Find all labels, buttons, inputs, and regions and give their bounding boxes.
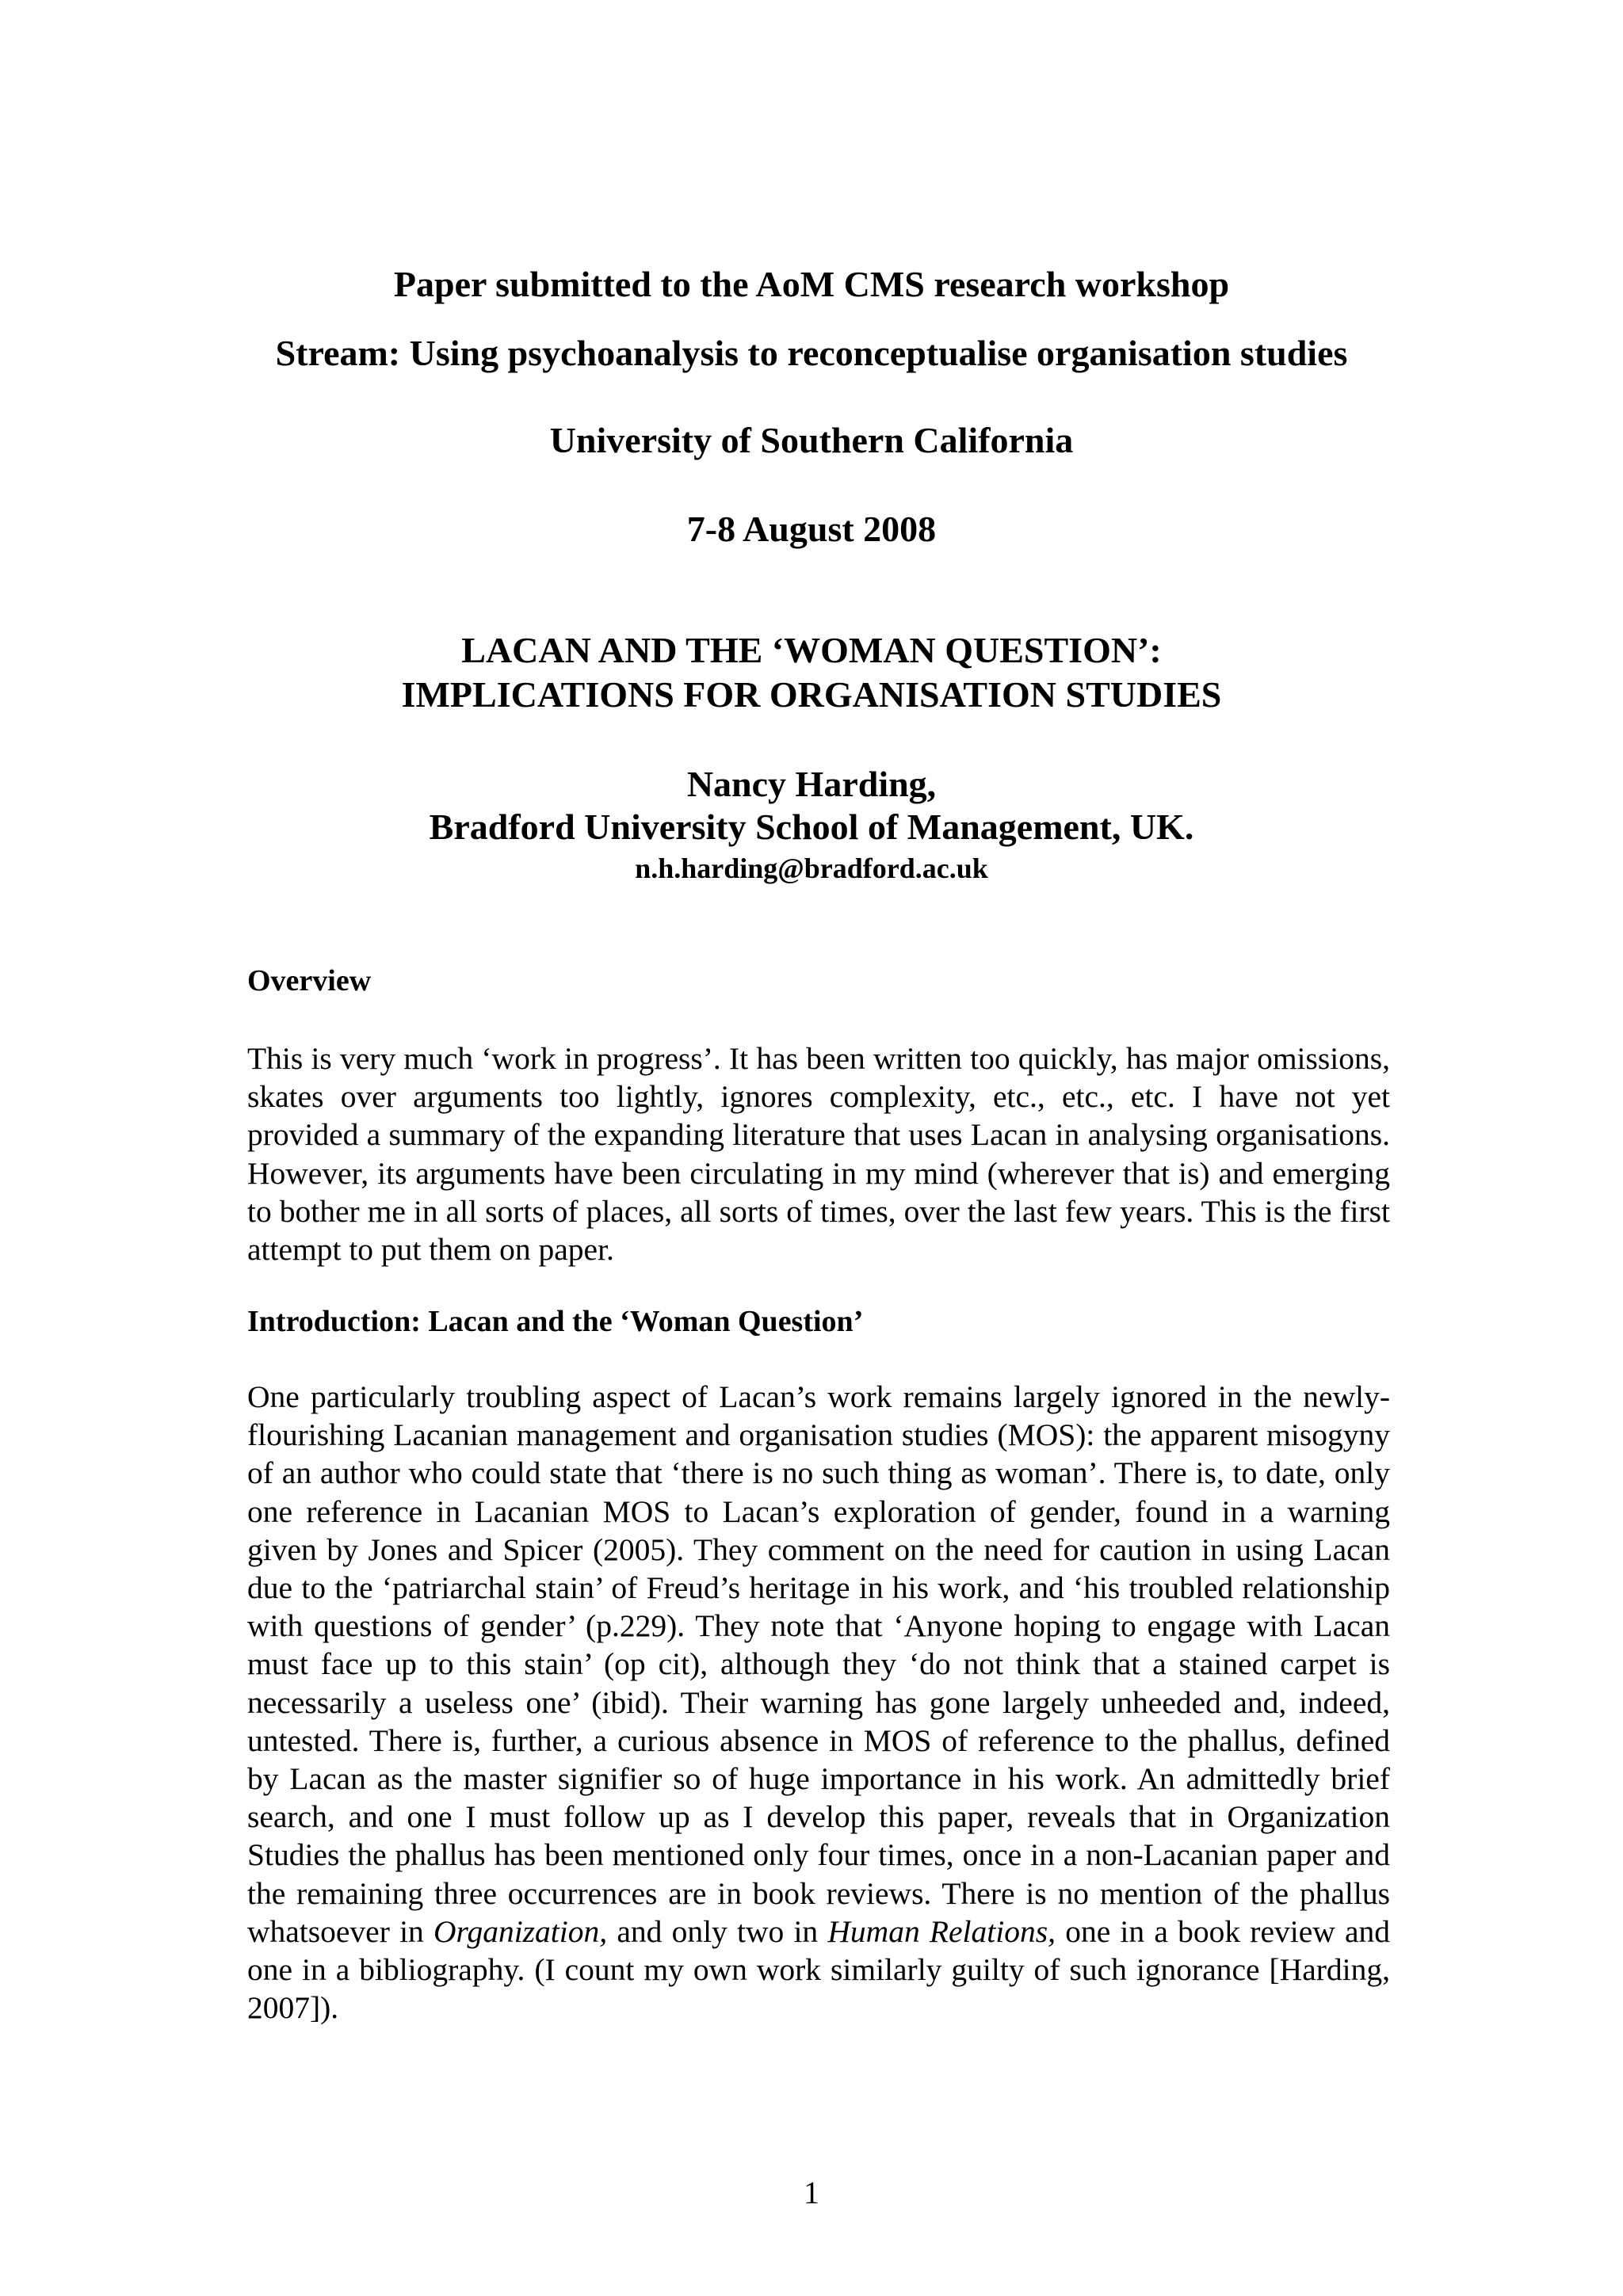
author-affiliation: Bradford University School of Management, UK.: [429, 807, 1194, 847]
introduction-heading: Introduction: Lacan and the ‘Woman Question’: [247, 1305, 864, 1338]
paper-title-line-2: IMPLICATIONS FOR ORGANISATION STUDIES: [401, 674, 1222, 715]
paper-title-line-1: LACAN AND THE ‘WOMAN QUESTION’:: [461, 630, 1162, 670]
intro-text-part-3: one in a book review and one in a bibliography. (I count my own work similarly guilty of such ignorance [Harding, 2007]).: [247, 1913, 1390, 2026]
overview-paragraph: [247, 1039, 1390, 1268]
journal-organization: Organization,: [433, 1913, 608, 1949]
intro-text-part-2: and only two in: [607, 1913, 828, 1949]
journal-human-relations: Human Relations,: [827, 1913, 1056, 1949]
introduction-paragraph: [247, 1378, 1390, 2027]
overview-heading: Overview: [247, 964, 372, 997]
date-line: 7-8 August 2008: [686, 509, 937, 549]
introduction-text: [247, 1378, 1390, 2027]
author-email: n.h.harding@bradford.ac.uk: [635, 852, 988, 884]
venue-line: University of Southern California: [549, 420, 1074, 460]
overview-text: This is very much ‘work in progress’. It has been written too quickly, has major omissions, skates over arguments too lightly, ignores complexity, etc., etc., etc. I have not yet provided a summary of the expanding literature that uses Lacan in analysing organisations. However, its arguments have been circulating in my mind (wherever that is) and emerging to bother me in all sorts of places, all sorts of times, over the last few years. This is the first attempt to put them on paper.: [247, 1041, 1390, 1268]
author-name: Nancy Harding,: [686, 764, 937, 804]
page-number: 1: [804, 2175, 819, 2210]
intro-text-part-1: One particularly troubling aspect of Lacan’s work remains largely ignored in the newly-flourishing Lacanian management and organisation studies (MOS): the apparent misogyny of an author who could state that ‘there is no such thing as woman’. There is, to date, only one reference in Lacanian MOS to Lacan’s exploration of gender, found in a warning given by Jones and Spicer (2005). They comment on the need for caution in using Lacan due to the ‘patriarchal stain’ of Freud’s heritage in his work, and ‘his troubled relationship with questions of gender’ (p.229). They note that ‘Anyone hoping to engage with Lacan must face up to this stain’ (op cit), although they ‘do not think that a stained carpet is necessarily a useless one’ (ibid). Their warning has gone largely unheeded and, indeed, untested. There is, further, a curious absence in MOS of reference to the phallus, defined by Lacan as the master signifier so of huge importance in his work. An admittedly brief search, and one I must follow up as I develop this paper, reveals that in Organization Studies the phallus has been mentioned only four times, once in a non-Lacanian paper and the remaining three occurrences are in book reviews. There is no mention of the phallus whatsoever in: [247, 1379, 1390, 1949]
workshop-line: Paper submitted to the AoM CMS research workshop: [393, 264, 1230, 304]
stream-line: Stream: Using psychoanalysis to reconceptualise organisation studies: [275, 333, 1348, 373]
